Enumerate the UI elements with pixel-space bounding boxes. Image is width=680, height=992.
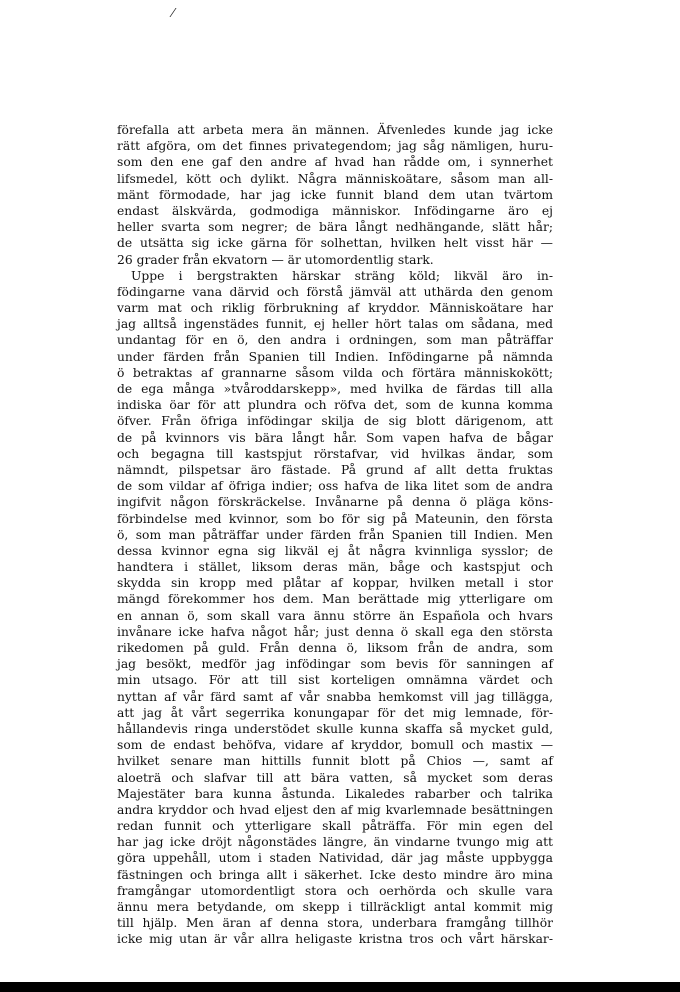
text-line: skydda sin kropp med plåtar af koppar, hvilken metall i stor [117,576,553,591]
text-line: rikedomen på guld. Från denna ö, liksom från de andra, som [117,641,553,655]
text-line: Majestäter bara kunna åstunda. Likaledes rabarber och talrika [117,786,553,801]
text-line: andra kryddor och hvad eljest den af mig kvarlemnade besättningen [117,802,553,817]
text-line: icke mig utan är vår allra heligaste kristna tros och vårt härskar- [117,932,553,947]
text-line: öfver. Från öfriga infödingar skilja de sig blott därigenom, att [117,414,553,429]
text-line: fästningen och bringa allt i säkerhet. Icke desto mindre äro mina [117,867,553,882]
text-line: framgångar utomordentligt stora och oerhörda och skulle vara [117,883,553,898]
text-line: aloeträ och slafvar till att bära vatten, så mycket som deras [117,770,553,785]
text-line: under färden från Spanien till Indien. Infödingarne på nämnda [117,349,553,364]
text-line: jag besökt, medför jag infödingar som bevis för sanningen af [117,657,553,672]
text-line: min utsago. För att till sist korteligen omnämna värdet och [117,673,553,688]
body-text [117,122,553,948]
text-line: göra uppehåll, utom i staden Natividad, där jag måste uppbygga [117,851,553,866]
text-line: de utsätta sig icke gärna för solhettan, hvilken helt visst här — [117,236,553,251]
text-line: ännu mera betydande, om skepp i tillräckligt antal kommit mig [117,900,553,914]
text-line: handtera i stället, liksom deras män, båge och kastspjut och [117,560,553,575]
text-line: födingarne vana därvid och förstå jämväl att uthärda den genom [117,284,553,299]
text-line: som de endast behöfva, vidare af kryddor, bomull och mastix — [117,738,553,753]
text-line: Uppe i bergstrakten härskar sträng köld; likväl äro in- [131,268,553,283]
text-line: lifsmedel, kött och dylikt. Några människoätare, såsom man all- [117,171,553,186]
text-line: förefalla att arbeta mera än männen. Äfvenledes kunde jag icke [117,123,553,137]
text-line: hvilket senare man hittills funnit blott på Chios —, samt af [117,754,553,769]
text-line: redan funnit och ytterligare skall påträffa. För min egen del [117,819,553,834]
text-line: jag alltså ingenstädes funnit, ej heller hört talas om sådana, med [117,317,553,332]
text-line: indiska öar för att plundra och röfva det, som de kunna komma [117,398,553,413]
text-line: ingifvit någon förskräckelse. Invånarne på denna ö pläga köns- [117,495,553,510]
text-line: en annan ö, som skall vara ännu större än Española och hvars [117,608,553,623]
text-line: endast älskvärda, godmodiga människor. Infödingarne äro ej [117,203,553,218]
pencil-mark: / [168,6,178,19]
text-line: de ega många »tvåroddarskepp», med hvilka de färdas till alla [117,382,553,396]
text-line: undantag för en ö, den andra i ordningen, som man påträffar [117,333,553,348]
text-line: de på kvinnors vis bära långt hår. Som vapen hafva de bågar [117,430,553,445]
text-line: nyttan af vår färd samt af vår snabba hemkomst vill jag tillägga, [117,689,553,704]
text-line: heller svarta som negrer; de bära långt nedhängande, slätt hår; [117,220,553,235]
text-line: nämndt, pilspetsar äro fästade. På grund af allt detta fruktas [117,462,553,477]
scan-edge [0,982,680,992]
text-line: varm mat och riklig förbrukning af kryddor. Människoätare har [117,301,553,316]
text-line: hållandevis ringa understödet skulle kunna skaffa så mycket guld, [117,721,553,736]
text-line: mängd förekommer hos dem. Man berättade mig ytterligare om [117,592,553,607]
text-line: ö, som man påträffar under färden från Spanien till Indien. Men [117,527,553,542]
text-line: rätt afgöra, om det finnes privategendom; jag såg nämligen, huru- [117,139,553,154]
text-line: att jag åt vårt segerrika konungapar för det mig lemnade, för- [117,705,553,720]
text-line: förbindelse med kvinnor, som bo för sig på Mateunin, den första [117,511,553,526]
text-line: 26 grader från ekvatorn — är utomordentlig stark. [117,252,434,267]
text-line: till hjälp. Men äran af denna stora, underbara framgång tillhör [117,916,553,931]
text-line: mänt förmodade, har jag icke funnit bland dem utan tvärtom [117,187,553,202]
text-line: har jag icke dröjt någonstädes längre, än vindarne tvungo mig att [117,835,553,850]
text-line: de som vildar af öfriga indier; oss hafva de lika litet som de andra [117,479,553,494]
text-line: som den ene gaf den andre af hvad han rådde om, i synnerhet [117,155,553,170]
text-line: och begagna till kastspjut rörstafvar, vid hvilkas ändar, som [117,446,553,461]
text-line: ö betraktas af grannarne såsom vilda och förtära människokött; [117,365,553,380]
text-line: invånare icke hafva något hår; just denna ö skall ega den största [117,624,553,639]
text-line: dessa kvinnor egna sig likväl ej åt några kvinnliga sysslor; de [117,543,553,558]
